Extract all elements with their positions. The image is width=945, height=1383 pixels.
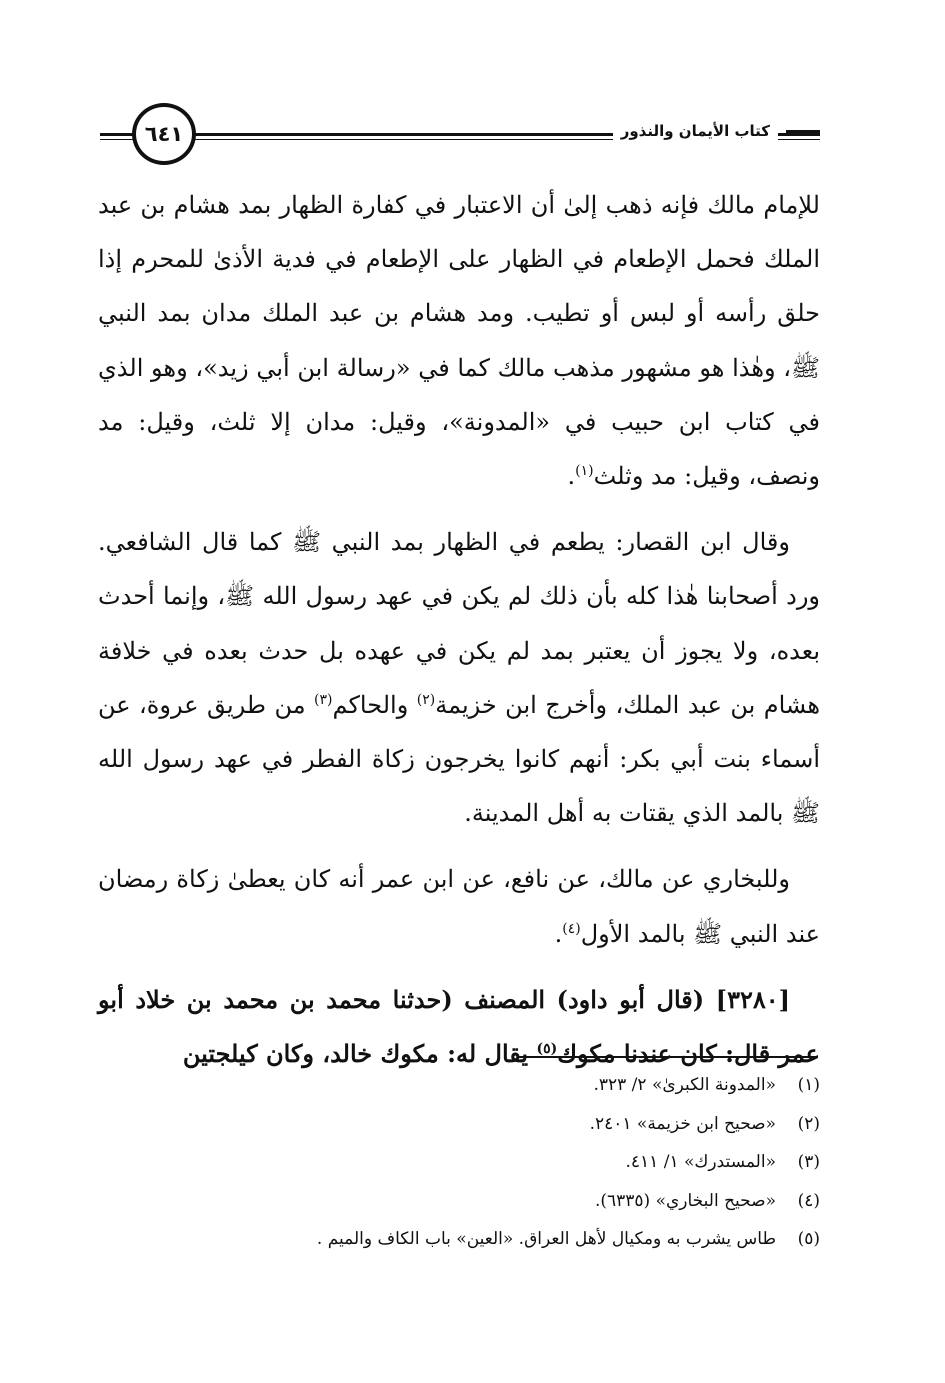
footnote-text: «صحيح ابن خزيمة» ٢٤٠١. <box>589 1113 776 1134</box>
footnote <box>180 1105 820 1144</box>
paragraph <box>98 178 820 503</box>
page-number: ٦٤١ <box>132 103 196 165</box>
footnote <box>180 1220 820 1259</box>
footnote-number: (٣) <box>797 1152 820 1172</box>
footnote <box>180 1143 820 1182</box>
footnote-number: (٤) <box>797 1190 820 1211</box>
footnote-marker: (٥) <box>536 1041 558 1058</box>
paragraph-text: وللبخاري عن مالك، عن نافع، عن ابن عمر أنه كان يعطىٰ زكاة رمضان عند النبي ﷺ بالمد الأول <box>98 865 820 948</box>
paragraph-text: [٣٢٨٠] (قال أبو داود) المصنف (حدثنا محمد بن محمد بن خلاد أبو عمر قال: كان عندنا مكوك <box>98 984 820 1069</box>
footnotes <box>180 1066 820 1259</box>
running-title: كتاب الأيمان والنذور <box>613 122 778 140</box>
footnote-number: (٢) <box>797 1113 820 1134</box>
header-rule-tail <box>786 130 820 133</box>
paragraph-text: من طريق عروة، عن أسماء بنت أبي بكر: أنهم كانوا يخرجون زكاة الفطر في عهد رسول الله ﷺ بالمد الذي يقتات به أهل المدينة. <box>98 690 820 828</box>
paragraph-text: يقال له: مكوك خالد، وكان كيلجتين <box>182 1039 537 1069</box>
sentence-period: . <box>554 919 563 948</box>
paragraph-text: للإمام مالك فإنه ذهب إلىٰ أن الاعتبار في كفارة الظهار بمد هشام بن عبد الملك فحمل الإطعام في الظهار على الإطعام في فدية الأذىٰ للمحرم إذا حلق رأسه أو لبس أو تطيب. ومد هشام بن عبد الملك مدان بمد النبي ﷺ، وهٰذا هو مشهور مذهب مالك كما في «رسالة ابن أبي زيد»، وهو الذي في كتاب ابن حبيب في «المدونة»، وقيل: مدان إلا ثلث، وقيل: مد ونصف، وقيل: مد وثلث <box>98 191 820 491</box>
footnote-text: «صحيح البخاري» (٦٣٣٥). <box>594 1190 776 1211</box>
footnote-number: (٥) <box>797 1229 820 1249</box>
paragraph-text: وقال ابن القصار: يطعم في الظهار بمد النبي ﷺ كما قال الشافعي. ورد أصحابنا هٰذا كله بأن ذلك لم يكن في عهد رسول الله ﷺ، وإنما أحدث بعده، ولا يجوز أن يعتبر بمد لم يكن في عهده بل حدث بعده في خلافة هشام بن عبد الملك، وأخرج ابن خزيمة <box>98 528 821 719</box>
footnote <box>180 1066 820 1105</box>
sentence-period: . <box>567 462 576 491</box>
paragraph <box>98 515 820 840</box>
footnote-text: «المدونة الكبرىٰ» ٢/ ٣٢٣. <box>593 1075 776 1095</box>
footnote-marker: (٤) <box>562 920 581 937</box>
footnote-text: طاس يشرب به ومكيال لأهل العراق. «العين» باب الكاف والميم . <box>316 1229 776 1249</box>
paragraph <box>98 852 820 960</box>
footnote-separator <box>518 1056 818 1058</box>
footnote-text: «المستدرك» ١/ ٤١١. <box>625 1152 776 1172</box>
footnote <box>180 1182 820 1221</box>
hadith-paragraph <box>98 973 820 1081</box>
footnote-marker: (١) <box>575 463 594 480</box>
footnote-number: (١) <box>797 1075 820 1095</box>
footnote-marker: (٣) <box>314 691 333 708</box>
page-header <box>100 100 820 160</box>
footnote-marker: (٢) <box>416 691 436 708</box>
paragraph-text: والحاكم <box>332 690 417 719</box>
main-text <box>98 178 820 1093</box>
